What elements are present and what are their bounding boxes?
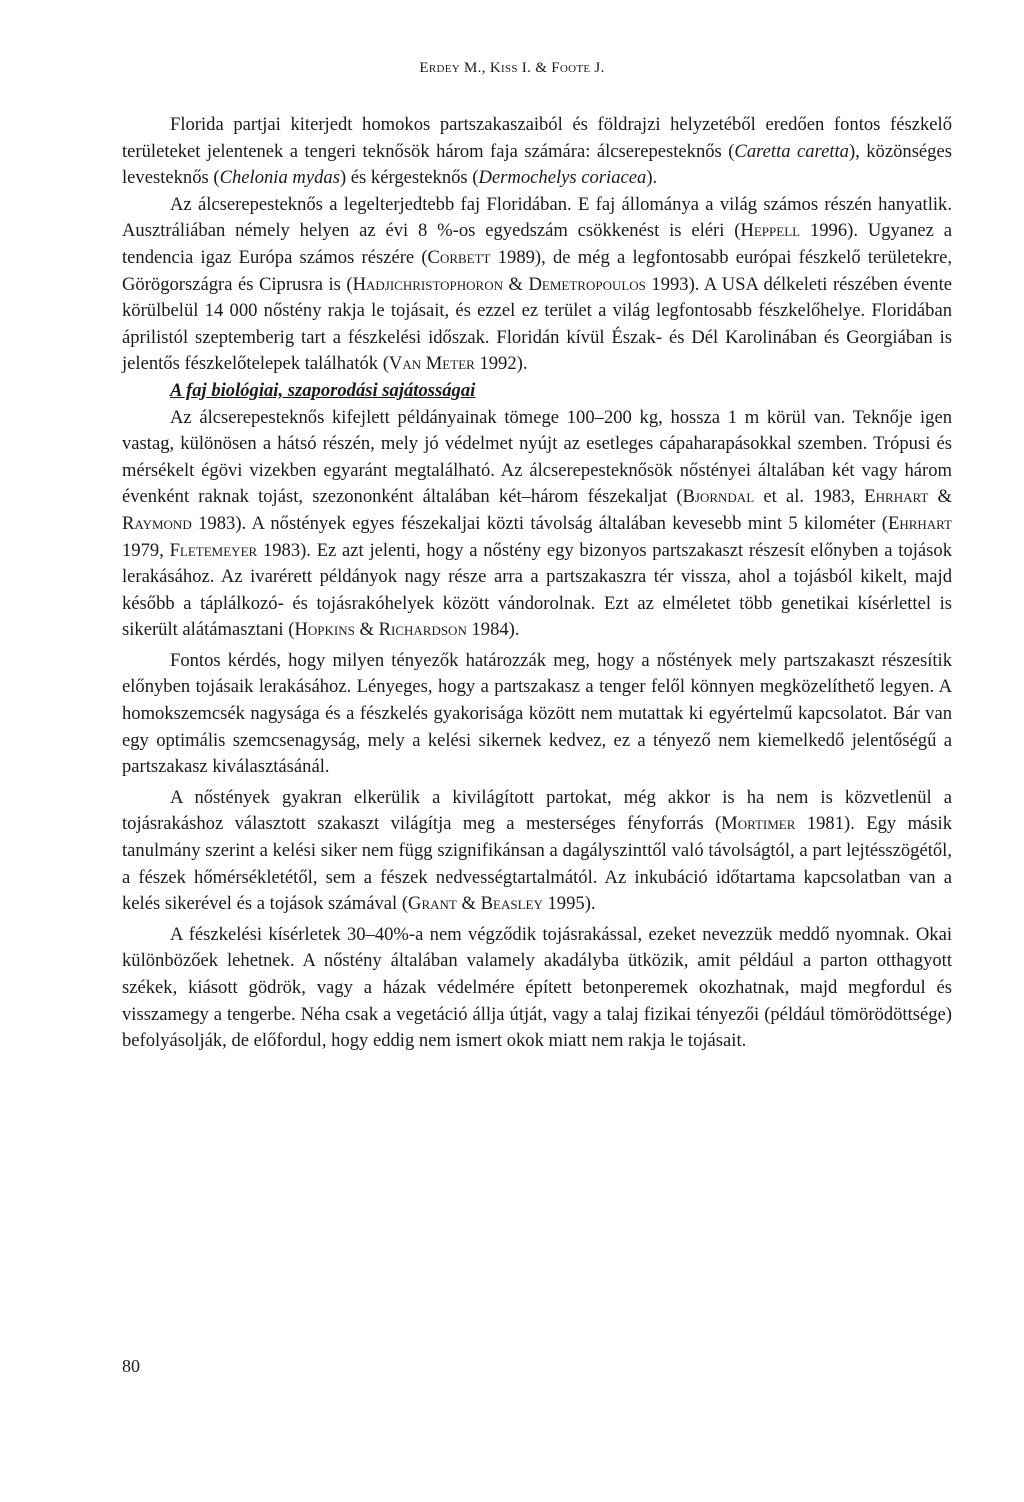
citation-author: Ehrhart bbox=[864, 486, 929, 508]
citation-author: Bjorndal bbox=[682, 486, 755, 508]
section-heading: A faj biológiai, szaporodási sajátosságai bbox=[170, 379, 476, 401]
citation-author: Heppell bbox=[740, 220, 801, 242]
species-name: Chelonia mydas bbox=[219, 167, 340, 189]
citation-author: Ehrhart bbox=[887, 512, 952, 534]
citation-author: Demetropoulos bbox=[528, 273, 646, 295]
paragraph-3: Az álcserepesteknős kifejlett példányainak tömege 100–200 kg, hossza 1 m körül van. Teknője igen vastag, különösen a hátsó részén, mely jó védelmet nyújt az esetleges cápaharapásokkal szemben. Trópusi és mérsékelt égövi vizekben egyaránt megtalálható. Az álcserepesteknősök nőstényei általában két vagy három évenként raknak tojást, szezononként általában két–három fészekaljat (Bjorndal et al. 1983, Ehrhart & Raymond 1983). A nőstények egyes fészekaljai közti távolság általában kevesebb mint 5 kilométer (Ehrhart 1979, Fletemeyer 1983). Ez azt jelenti, hogy a nőstény egy bizonyos partszakaszt részesít előnyben a tojások lerakásához. Az ivarérett példányok nagy része arra a partszakaszra tér vissza, ahol a tojásból kikelt, majd később a táplálkozó- és tojásrakóhelyek között vándorolnak. Ezt az elméletet több genetikai kísérlettel is sikerült alátámasztani (Hopkins & Richardson 1984). bbox=[122, 406, 952, 641]
citation-author: Fletemeyer bbox=[169, 539, 258, 561]
article-body bbox=[122, 112, 952, 1055]
citation-author: Raymond bbox=[122, 512, 192, 534]
paragraph-2: Az álcserepesteknős a legelterjedtebb faj Floridában. E faj állománya a világ számos részén hanyatlik. Ausztráliában némely helyen az évi 8 %-os egyedszám csökkenést is eléri (Heppell 1996). Ugyanez a tendencia igaz Európa számos részére (Corbett 1989), de még a legfontosabb európai fészkelő területekre, Görögországra és Ciprusra is (Hadjichristophoron & Demetropoulos 1993). A USA délkeleti részében évente körülbelül 14 000 nőstény rakja le tojásait, és ezzel ez terület a világ legfontosabb fészkelőhelye. Floridában áprilistól szeptemberig tart a fészkelési időszak. Floridán kívül Észak- és Dél Karolinában és Georgiában is jelentős fészkelőtelepek találhatók (Van Meter 1992). bbox=[122, 193, 952, 375]
citation-author: Hopkins bbox=[294, 619, 355, 641]
citation-author: Richardson bbox=[378, 619, 467, 641]
citation-author: Mortimer bbox=[721, 813, 796, 835]
paragraph-6: A fészkelési kísérletek 30–40%-a nem végződik tojásrakással, ezeket nevezzük meddő nyomnak. Okai különbözőek lehetnek. A nőstény általában valamely akadályba ütközik, amit például a parton otthagyott székek, kiásott gödrök, vagy a házak védelmére épített betonperemek okozhatnak, majd megfordul és visszamegy a tengerbe. Néha csak a vegetáció állja útját, vagy a talaj fizikai tényezői (például tömörödöttsége) befolyásolják, de előfordul, hogy eddig nem ismert okok miatt nem rakja le tojásait. bbox=[122, 923, 952, 1052]
paragraph-4: Fontos kérdés, hogy milyen tényezők határozzák meg, hogy a nőstények mely partszakaszt részesítik előnyben tojásaik lerakásához. Lényeges, hogy a partszakasz a tenger felől könnyen megközelíthető legyen. A homokszemcsék nagysága és a fészkelés gyakorisága között nem mutattak ki egyértelmű kapcsolatot. Bár van egy optimális szemcsenagyság, mely a kelési sikernek kedvez, ez a tényező nem kiemelkedő jelentőségű a partszakasz kiválasztásánál. bbox=[122, 649, 952, 778]
page-number: 80 bbox=[122, 1356, 140, 1376]
species-name: Caretta caretta bbox=[734, 140, 849, 162]
citation-author: Van Meter bbox=[388, 353, 475, 375]
running-header: Erdey M., Kiss I. & Foote J. bbox=[419, 60, 605, 76]
paragraph-5: A nőstények gyakran elkerülik a kivilágított partokat, még akkor is ha nem is közvetlenül a tojásrakáshoz választott szakaszt világítja meg a mesterséges fényforrás (Mortimer 1981). Egy másik tanulmány szerint a kelési siker nem függ szignifikánsan a dagályszinttől való távolságtól, a part lejtésszögétől, a fészek hőmérsékletétől, sem a fészek nedvességtartalmától. Az inkubáció időtartama kapcsolatban van a kelés sikerével és a tojások számával (Grant & Beasley 1995). bbox=[122, 786, 952, 915]
citation-author: Corbett bbox=[427, 246, 491, 268]
citation-author: Grant bbox=[408, 893, 457, 915]
species-name: Dermochelys coriacea bbox=[478, 167, 647, 189]
paragraph-1: Florida partjai kiterjedt homokos partszakaszaiból és földrajzi helyzetéből eredően fontos fészkelő területeket jelentenek a tengeri teknősök három faja számára: álcserepesteknős (Caretta caretta), közönséges levesteknős (Chelonia mydas) és kérgesteknős (Dermochelys coriacea). bbox=[122, 114, 952, 189]
citation-author: Hadjichristophoron bbox=[352, 273, 504, 295]
citation-author: Beasley bbox=[480, 893, 543, 915]
